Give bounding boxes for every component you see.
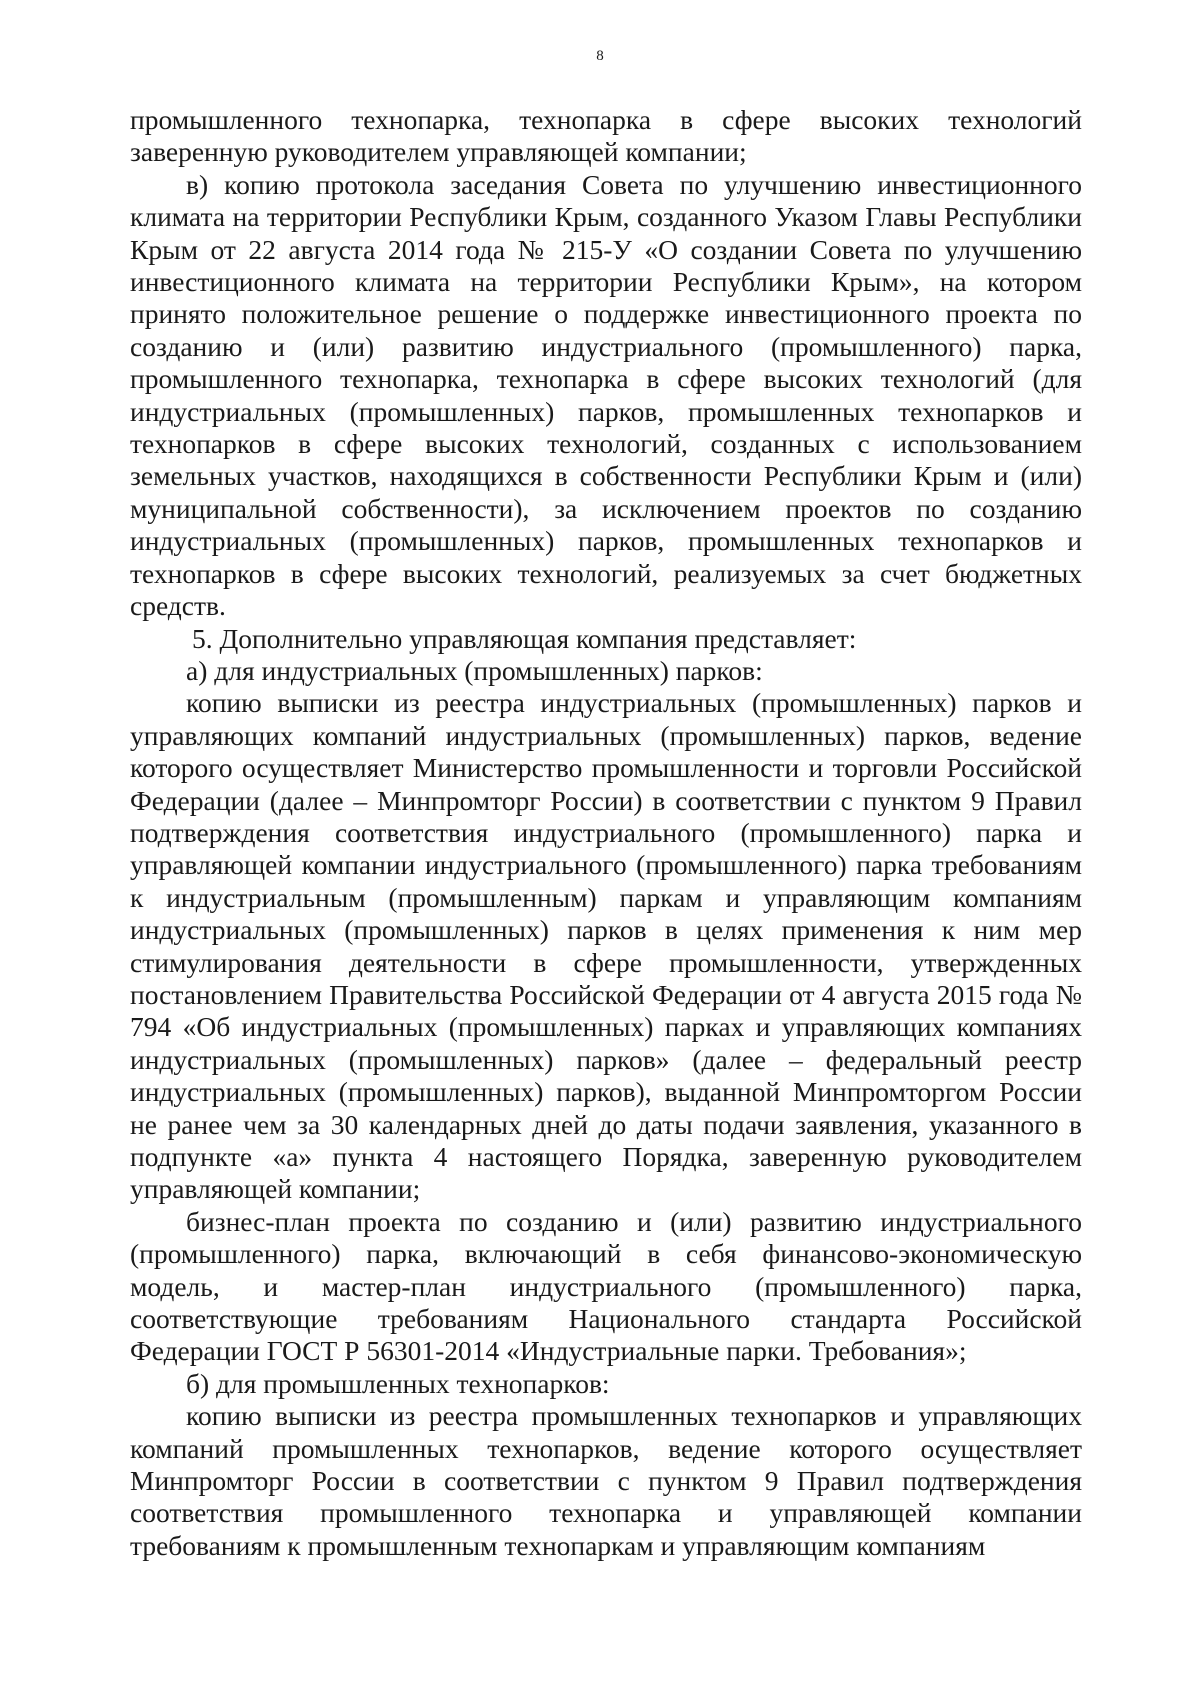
paragraph-item-b: б) для промышленных технопарков: [186, 1367, 610, 1399]
paragraph-item-v: в) копию протокола заседания Совета по улучшению инвестиционного климата на территории Республики Крым, созданного Указом Главы Республики Крым от 22 августа 2014 года № 215-У «О создании Совета по улучшению инвестиционного климата на территории Республики Крым», на котором принято положительное решение о поддержке инвестиционного проекта по созданию и (или) развитию индустриального (промышленного) парка, промышленного технопарка, технопарка в сфере высоких технологий (для индустриальных (промышленных) парков, промышленных технопарков и технопарков в сфере высоких технологий, созданных с использованием земельных участков, находящихся в собственности Республики Крым и (или) муниципальной собственности), за исключением проектов по созданию индустриальных (промышленных) парков, промышленных технопарков и технопарков в сфере высоких технологий, реализуемых за счет бюджетных средств. [130, 168, 1082, 622]
paragraph-section-5: 5. Дополнительно управляющая компания представляет: [192, 622, 857, 654]
paragraph-registry-extract: копию выписки из реестра индустриальных (промышленных) парков и управляющих компаний индустриальных (промышленных) парков, ведение которого осуществляет Министерство промышленности и торговли Российской Федерации (далее – Минпромторг России) в соответствии с пунктом 9 Правил подтверждения соответствия индустриального (промышленного) парка и управляющей компании индустриального (промышленного) парка требованиям к индустриальным (промышленным) паркам и управляющим компаниям индустриальных (промышленных) парков в целях применения к ним мер стимулирования деятельности в сфере промышленности, утвержденных постановлением Правительства Российской Федерации от 4 августа 2015 года № 794 «Об индустриальных (промышленных) парках и управляющих компаниях индустриальных (промышленных) парков» (далее – федеральный реестр индустриальных (промышленных) парков), выданной Минпромторгом России не ранее чем за 30 календарных дней до даты подачи заявления, указанного в подпункте «а» пункта 4 настоящего Порядка, заверенную руководителем управляющей компании; [130, 687, 1082, 1205]
document-body [130, 104, 1082, 1562]
paragraph-technopark-extract: копию выписки из реестра промышленных технопарков и управляющих компаний промышленных технопарков, ведение которого осуществляет Минпромторг России в соответствии с пунктом 9 Правил подтверждения соответствия промышленного технопарка и управляющей компании требованиям к промышленным технопаркам и управляющим компаниям [130, 1400, 1082, 1561]
page-number: 8 [596, 48, 604, 64]
paragraph-business-plan: бизнес-план проекта по созданию и (или) развитию индустриального (промышленного) парка, включающий в себя финансово-экономическую модель, и мастер-план индустриального (промышленного) парка, соответствующие требованиям Национального стандарта Российской Федерации ГОСТ Р 56301-2014 «Индустриальные парки. Требования»; [130, 1205, 1082, 1367]
paragraph-item-a: а) для индустриальных (промышленных) парков: [186, 654, 763, 686]
paragraph-continuation: промышленного технопарка, технопарка в сфере высоких технологий заверенную руководителем управляющей компании; [130, 104, 1082, 168]
